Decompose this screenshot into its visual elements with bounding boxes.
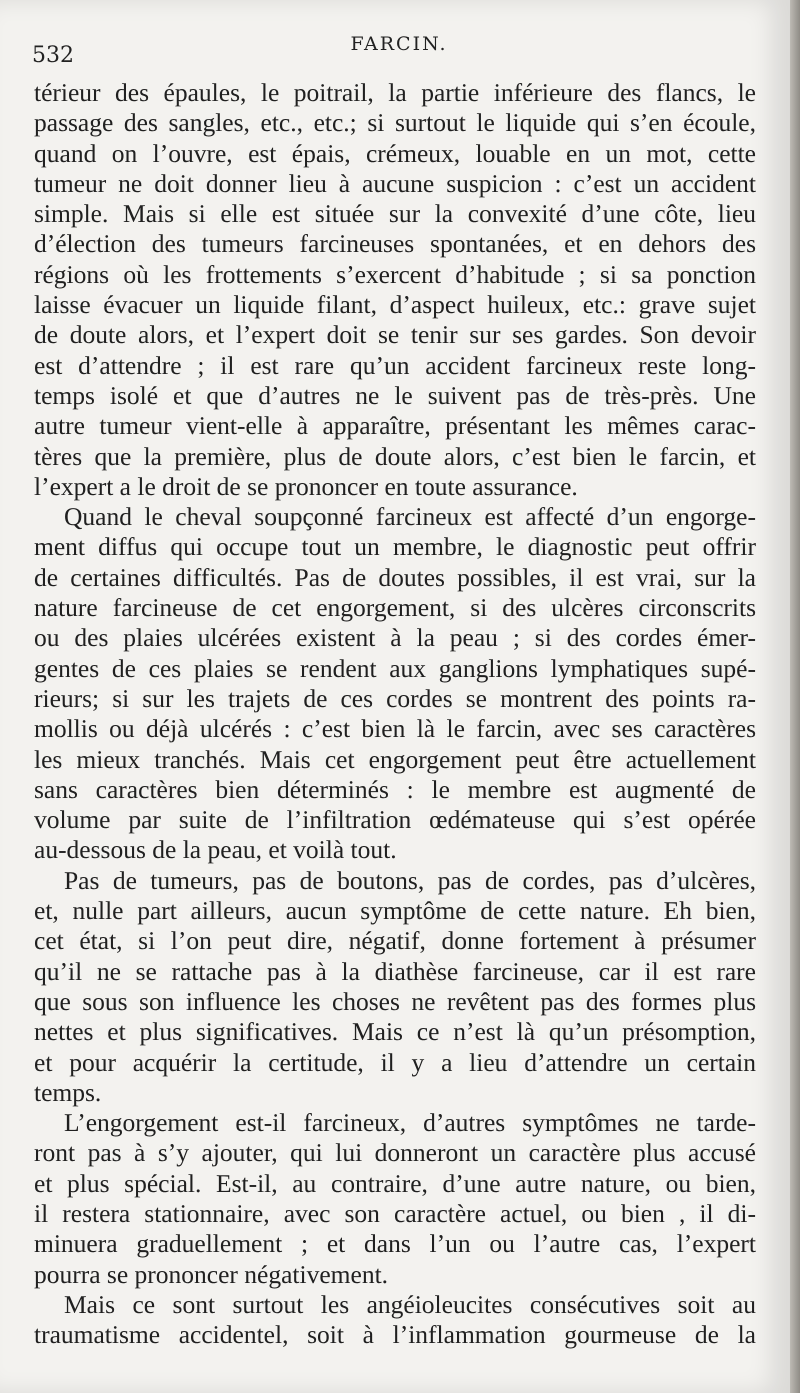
text-line: térieur des épaules, le poitrail, la partie inférieure des flancs, le [34,78,756,107]
text-line: cet état, si l’on peut dire, négatif, donne fortement à présumer [34,926,756,956]
text-line: mollis ou déjà ulcérés : c’est bien là le farcin, avec ses caractères [34,714,756,744]
text-line: rieurs; si sur les trajets de ces cordes se montrent des points ra- [34,683,756,713]
page-number: 532 [32,43,74,68]
text-line: ront pas à s’y ajouter, qui lui donneront un caractère plus accusé [34,1138,756,1168]
text-line: temps isolé et que d’autres ne le suivent pas de très-près. Une [34,380,756,410]
text-line: nature farcineuse de cet engorgement, si des ulcères circonscrits [34,593,756,623]
text-line: et plus spécial. Est-il, au contraire, d’une autre nature, ou bien, [34,1168,756,1198]
text-line: ment diffus qui occupe tout un membre, le diagnostic peut offrir [34,532,756,562]
text-line: que sous son influence les choses ne revêtent pas des formes plus [34,986,756,1016]
text-line: et, nulle part ailleurs, aucun symptôme de cette nature. Eh bien, [34,896,756,926]
text-line: passage des sangles, etc., etc.; si surtout le liquide qui s’en écoule, [34,108,756,138]
text-line: qu’il ne se rattache pas à la diathèse farcineuse, car il est rare [34,956,756,986]
text-line: minuera graduellement ; et dans l’un ou l’autre cas, l’expert [34,1229,756,1259]
text-line: nettes et plus significatives. Mais ce n’est là qu’un présomption, [34,1017,756,1047]
text-line: traumatisme accidentel, soit à l’inflammation gourmeuse de la [34,1320,756,1350]
text-line: L’engorgement est-il farcineux, d’autres symptômes ne tarde- [64,1108,756,1138]
text-line: autre tumeur vient-elle à apparaître, présentant les mêmes carac- [34,411,756,441]
text-line: quand on l’ouvre, est épais, crémeux, louable en un mot, cette [34,138,756,168]
text-line: sans caractères bien déterminés : le membre est augmenté de [34,774,756,804]
running-head: FARCIN. [350,33,448,55]
text-line: les mieux tranchés. Mais cet engorgement peut être actuellement [34,744,756,774]
text-line: simple. Mais si elle est située sur la convexité d’une côte, lieu [34,199,756,229]
paragraph [34,78,756,502]
text-line: volume par suite de l’infiltration œdémateuse qui s’est opérée [34,805,756,835]
text-line: de doute alors, et l’expert doit se tenir sur ses gardes. Son devoir [34,320,756,350]
paragraph [34,866,756,1108]
text-line: laisse évacuer un liquide filant, d’aspect huileux, etc.: grave sujet [34,290,756,320]
text-line: l’expert a le droit de se prononcer en toute assurance. [34,471,578,501]
text-line: et pour acquérir la certitude, il y a lieu d’attendre un certain [34,1047,756,1077]
text-line: Mais ce sont surtout les angéioleucites consécutives soit au [64,1289,756,1319]
page-header [32,25,766,68]
page-edge-shadow [790,0,800,1393]
text-line: pourra se prononcer négativement. [34,1259,389,1289]
paragraph [34,502,756,866]
text-line: gentes de ces plaies se rendent aux ganglions lymphatiques supé- [34,653,756,683]
text-line: Pas de tumeurs, pas de boutons, pas de cordes, pas d’ulcères, [64,865,756,895]
text-line: tumeur ne doit donner lieu à aucune suspicion : c’est un accident [34,168,756,198]
text-line: Quand le cheval soupçonné farcineux est affecté d’un engorge- [64,502,756,532]
text-line: d’élection des tumeurs farcineuses spontanées, et en dehors des [34,229,756,259]
body-text [34,78,756,1350]
text-line: tères que la première, plus de doute alors, c’est bien le farcin, et [34,441,756,471]
text-line: il restera stationnaire, avec son caractère actuel, ou bien , il di- [34,1198,756,1228]
text-line: est d’attendre ; il est rare qu’un accident farcineux reste long- [34,350,756,380]
paragraph [34,1108,756,1290]
text-line: au-dessous de la peau, et voilà tout. [34,835,397,865]
text-line: temps. [34,1077,102,1107]
text-line: ou des plaies ulcérées existent à la peau ; si des cordes émer- [34,623,756,653]
text-line: de certaines difficultés. Pas de doutes possibles, il est vrai, sur la [34,562,756,592]
text-line: régions où les frottements s’exercent d’habitude ; si sa ponction [34,259,756,289]
paragraph [34,1290,756,1351]
